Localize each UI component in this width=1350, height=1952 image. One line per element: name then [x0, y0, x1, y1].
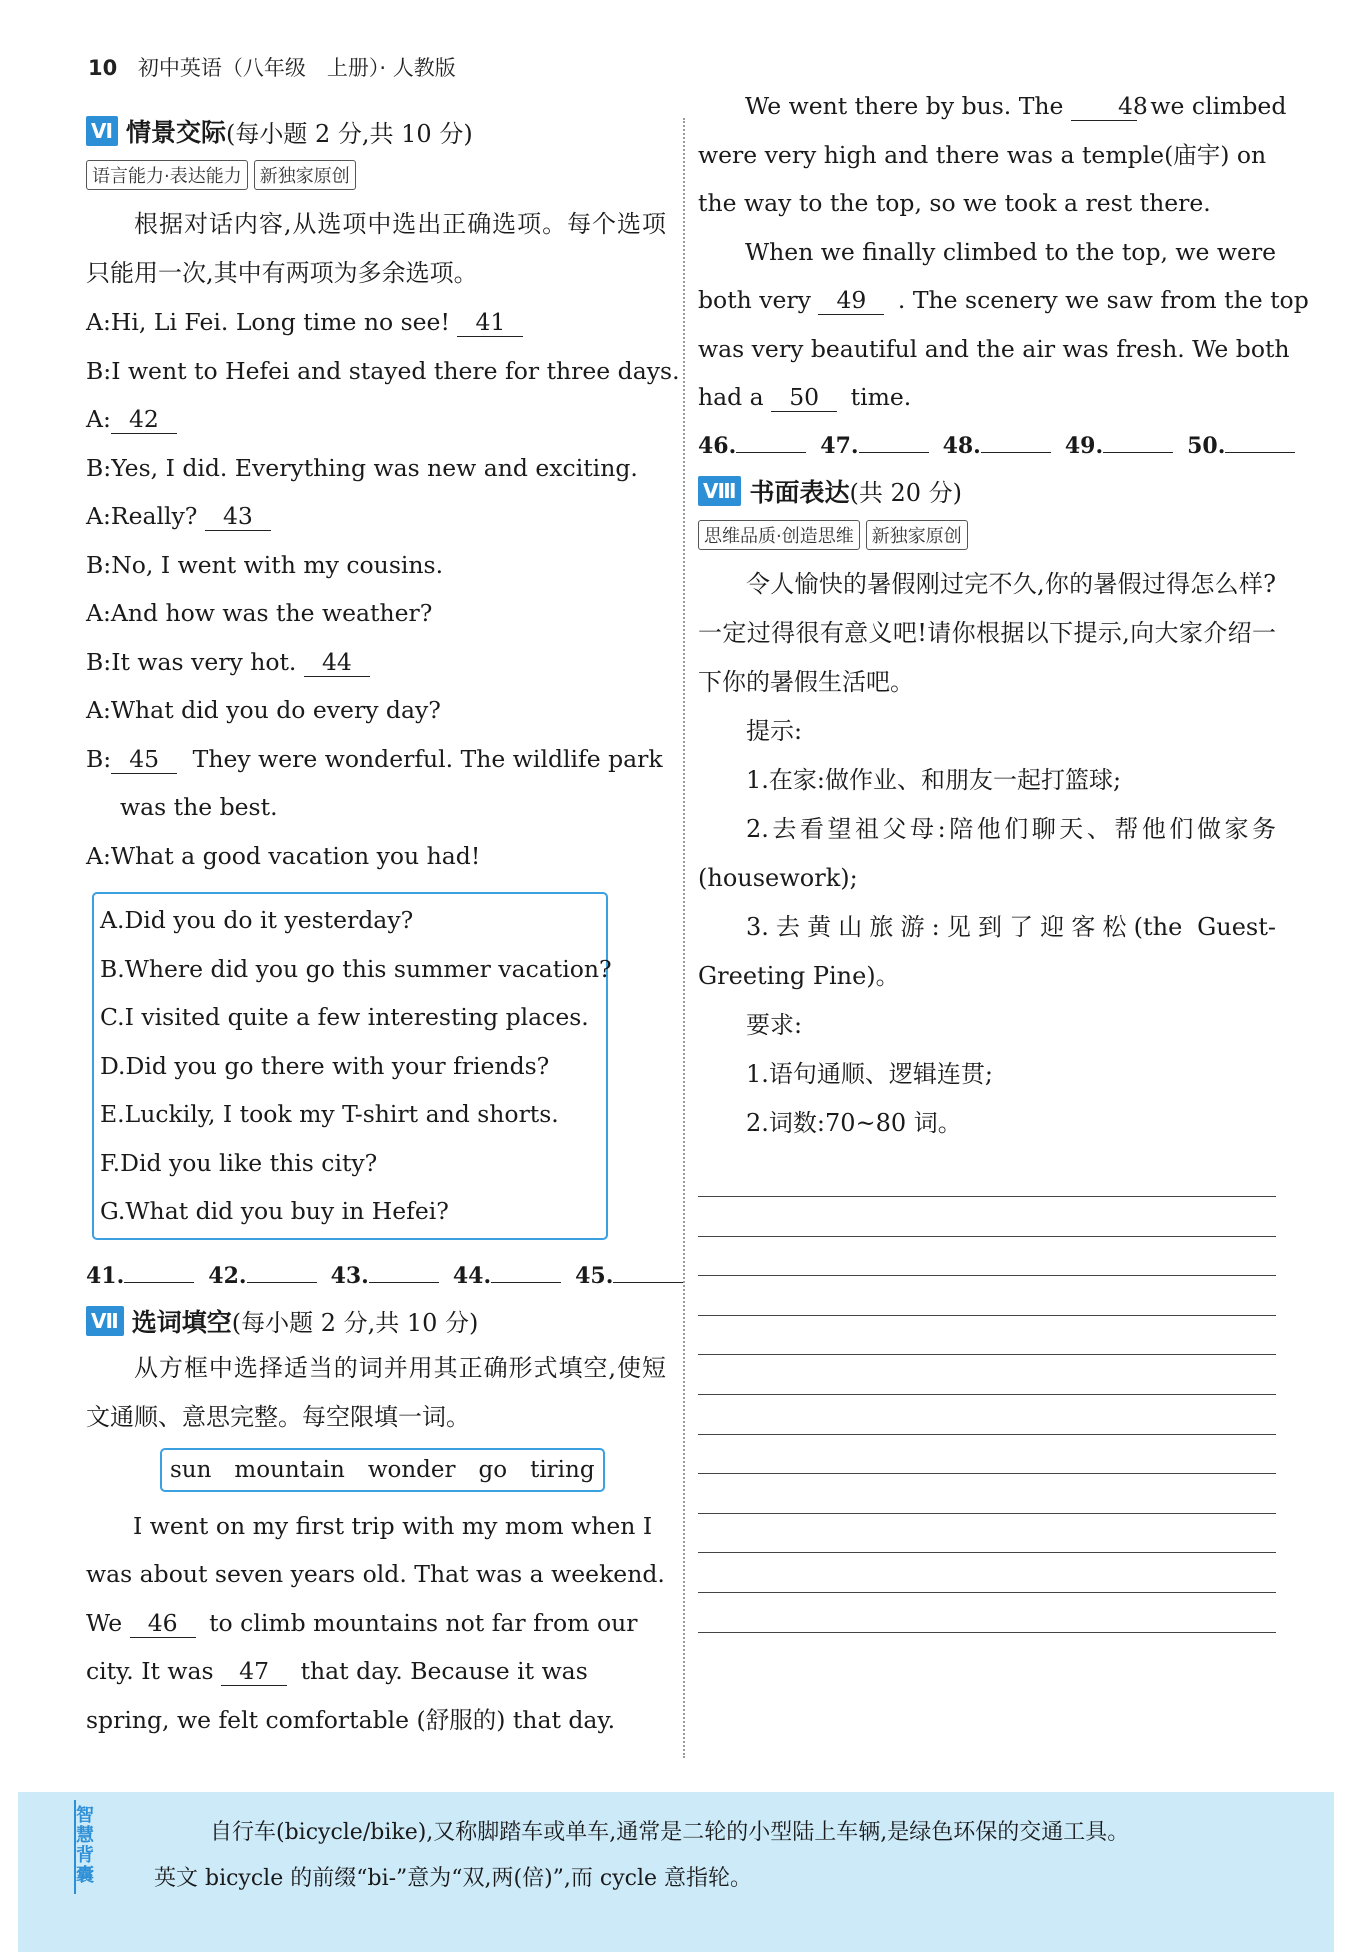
dialogue-line: [86, 347, 680, 396]
answer-line[interactable]: [1225, 434, 1295, 453]
answer-blank[interactable]: 43: [205, 502, 271, 531]
dialogue-line: [86, 735, 666, 784]
left-column: [86, 108, 680, 1744]
passage-line: [698, 276, 1309, 325]
section-instruction: 令人愉快的暑假刚过完不久,你的暑假过得怎么样?一定过得很有意义吧!请你根据以下提示,向大家介绍一下你的暑假生活吧。: [698, 569, 1276, 696]
section-6-heading: [86, 108, 666, 154]
writing-line[interactable]: [698, 1316, 1276, 1356]
section-instruction: 从方框中选择适当的词并用其正确形式填空,使短文通顺、意思完整。每空限填一词。: [86, 1353, 666, 1431]
section-number-badge: Ⅶ: [86, 1306, 124, 1336]
answer-line[interactable]: [369, 1264, 439, 1283]
requirement-item: 2.词数:70~80 词。: [746, 1108, 962, 1137]
writing-line[interactable]: [698, 1395, 1276, 1435]
dialogue-line: [86, 444, 666, 493]
passage-text: We went there by bus. The: [745, 92, 1064, 120]
answer-blank[interactable]: 45: [111, 745, 177, 774]
passage-line: [698, 325, 1290, 374]
passage-text: both very: [698, 286, 811, 314]
answer-number: 47.: [820, 432, 859, 459]
answer-line[interactable]: [247, 1264, 317, 1283]
dialogue-text: Yes, I did. Everything was new and exciting.: [111, 453, 638, 482]
hint-item: 2.去看望祖父母:陪他们聊天、帮他们做家务(housework);: [698, 814, 1276, 892]
answer-line[interactable]: [491, 1264, 561, 1283]
passage-text: was about seven years old. That was a weekend.: [86, 1560, 665, 1588]
dialogue-line: [86, 638, 666, 687]
option-item: C.I visited quite a few interesting places.: [100, 1003, 589, 1031]
answer-line[interactable]: [859, 434, 929, 453]
answer-blank[interactable]: 41: [457, 308, 523, 337]
passage-text: were very high and there was a temple(庙宇) on: [698, 140, 1267, 169]
original-tag: 新独家原创: [866, 520, 968, 550]
passage-line: [698, 179, 1276, 228]
answer-blank[interactable]: 48: [1071, 92, 1137, 121]
section-7-heading: [86, 1298, 666, 1344]
passage-line: [698, 131, 1276, 180]
passage-line: [86, 1696, 666, 1745]
passage-line: [86, 1550, 666, 1599]
answer-number: 46.: [698, 432, 737, 459]
answer-number: 50.: [1187, 432, 1226, 459]
skill-tag: 语言能力·表达能力: [86, 160, 248, 190]
dialogue-line: [86, 783, 666, 832]
dialogue-line: [86, 686, 666, 735]
tip-line: 自行车(bicycle/bike),又称脚踏车或单车,通常是二轮的小型陆上车辆,是绿色环保的交通工具。: [210, 1820, 1130, 1845]
requirement-item: 1.语句通顺、逻辑连贯;: [746, 1059, 993, 1088]
dialogue-text: I went to Hefei and stayed there for three days.: [111, 356, 680, 385]
answer-line[interactable]: [613, 1264, 683, 1283]
writing-line[interactable]: [698, 1474, 1276, 1514]
passage-text: city. It was: [86, 1657, 214, 1685]
writing-line[interactable]: [698, 1514, 1276, 1554]
dialogue-text: What a good vacation you had!: [110, 841, 481, 870]
passage: [86, 1502, 666, 1745]
tip-line: 英文 bicycle 的前缀“bi-”意为“双,两(倍)”,而 cycle 意指轮。: [154, 1866, 753, 1891]
option-item: D.Did you go there with your friends?: [100, 1051, 550, 1080]
writing-line[interactable]: [698, 1158, 1276, 1198]
passage-text: was very beautiful and the air was fresh. We both: [698, 334, 1290, 363]
right-column: [698, 82, 1309, 1633]
skill-tags: [86, 160, 666, 190]
passage-text: I went on my first trip with my mom when I: [133, 1511, 653, 1540]
dialogue-line: [86, 298, 666, 347]
hint-label: 提示:: [746, 716, 803, 745]
speaker-label: B:: [86, 647, 112, 676]
speaker-label: A:: [86, 599, 111, 627]
passage-text: to climb mountains not far from our: [201, 1608, 638, 1637]
dialogue-line: [86, 832, 666, 881]
writing-line[interactable]: [698, 1276, 1276, 1316]
speaker-label: A:: [86, 308, 111, 336]
dialogue-line: [86, 492, 666, 541]
option-item: G.What did you buy in Hefei?: [100, 1197, 449, 1225]
section-score: (每小题 2 分,共 10 分): [226, 119, 473, 148]
options-box: [92, 892, 612, 1240]
answer-number: 44.: [452, 1262, 492, 1289]
passage-continued: [698, 82, 1309, 422]
writing-line[interactable]: [698, 1593, 1276, 1633]
passage-text: spring, we felt comfortable (舒服的) that day.: [86, 1705, 616, 1734]
answer-line[interactable]: [1103, 434, 1173, 453]
book-title: 初中英语（八年级 上册）· 人教版: [137, 56, 456, 80]
passage-text: had a: [698, 383, 764, 411]
answer-line[interactable]: [124, 1264, 194, 1283]
dialogue-line: [86, 541, 666, 590]
answer-number: 48.: [942, 432, 981, 459]
writing-line[interactable]: [698, 1237, 1276, 1277]
speaker-label: B:: [86, 744, 112, 773]
dialogue-text: And how was the weather?: [110, 599, 433, 627]
passage-text: the way to the top, so we took a rest there.: [698, 189, 1211, 217]
writing-line[interactable]: [698, 1553, 1276, 1593]
passage-text: . The scenery we saw from the top: [890, 286, 1309, 314]
option-item: E.Luckily, I took my T-shirt and shorts.: [100, 1100, 559, 1128]
answer-row: [698, 424, 1276, 468]
tip-badge: 智慧背囊: [76, 1805, 94, 1886]
answer-blank[interactable]: 42: [111, 405, 177, 434]
answer-blank[interactable]: 44: [304, 648, 370, 677]
passage-line: [86, 1647, 666, 1696]
column-divider: [683, 118, 685, 1758]
answer-blank[interactable]: 47: [221, 1657, 287, 1686]
writing-area[interactable]: [698, 1158, 1276, 1633]
page-header: [88, 52, 456, 82]
speaker-label: A:: [86, 696, 111, 724]
writing-line[interactable]: [698, 1355, 1276, 1395]
page-number: 10: [88, 56, 118, 80]
section-score: (每小题 2 分,共 10 分): [231, 1309, 479, 1337]
answer-number: 49.: [1064, 432, 1104, 459]
passage-text: we climbed: [1142, 92, 1287, 120]
answer-blank[interactable]: 49: [818, 286, 884, 315]
dialogue-line: [86, 395, 666, 444]
dialogue-text: No, I went with my cousins.: [111, 550, 444, 579]
speaker-label: A:: [86, 502, 111, 530]
section-number-badge: Ⅵ: [86, 116, 118, 146]
answer-line[interactable]: [736, 434, 806, 453]
skill-tags: [698, 520, 1276, 550]
passage-text: When we finally climbed to the top, we were: [745, 237, 1277, 266]
passage-text: We: [86, 1608, 123, 1637]
speaker-label: B:: [86, 550, 112, 579]
passage-line: [698, 228, 1276, 277]
hint-item: 3.去黄山旅游:见到了迎客松(the Guest-Greeting Pine)。: [698, 912, 1276, 990]
answer-number: 42.: [208, 1262, 247, 1289]
dialogue-line: [86, 589, 666, 638]
passage-line: [698, 82, 1287, 131]
dialogue-text: It was very hot.: [111, 647, 297, 676]
speaker-label: B:: [86, 356, 112, 385]
option-item: F.Did you like this city?: [100, 1148, 378, 1177]
original-tag: 新独家原创: [254, 160, 356, 190]
dialogue-text: Really?: [110, 502, 198, 530]
passage-text: that day. Because it was: [293, 1657, 588, 1685]
writing-line[interactable]: [698, 1197, 1276, 1237]
dialogue-text: They were wonderful. The wildlife park: [185, 744, 663, 773]
answer-number: 41.: [86, 1262, 125, 1289]
section-number-badge: Ⅷ: [698, 476, 741, 506]
section-instruction: 根据对话内容,从选项中选出正确选项。每个选项只能用一次,其中有两项为多余选项。: [86, 210, 666, 287]
answer-number: 43.: [330, 1262, 369, 1289]
passage-line: [86, 1599, 666, 1648]
option-item: A.Did you do it yesterday?: [100, 906, 414, 934]
writing-line[interactable]: [698, 1435, 1276, 1475]
section-score: (共 20 分): [849, 479, 962, 507]
dialogue-text: was the best.: [120, 793, 278, 821]
passage-line: [86, 1502, 666, 1551]
speaker-label: A:: [86, 405, 111, 433]
passage-line: [698, 373, 1276, 422]
requirement-label: 要求:: [746, 1010, 803, 1039]
word-bank: sun mountain wonder go tiring: [160, 1448, 605, 1492]
section-title: 选词填空: [131, 1307, 232, 1337]
hint-item: 1.在家:做作业、和朋友一起打篮球;: [746, 765, 1122, 794]
answer-number: 45.: [575, 1262, 614, 1289]
speaker-label: B:: [86, 453, 112, 482]
dialogue-text: What did you do every day?: [110, 696, 441, 724]
answer-blank[interactable]: 46: [130, 1609, 196, 1638]
section-title: 情景交际: [125, 118, 226, 147]
option-item: B.Where did you go this summer vacation?: [100, 954, 612, 983]
tip-text: [154, 1810, 1290, 1902]
speaker-label: A:: [86, 841, 111, 870]
section-8-heading: [698, 468, 1276, 514]
answer-row: [86, 1254, 666, 1298]
answer-blank[interactable]: 50: [771, 383, 837, 412]
section-title: 书面表达: [749, 477, 850, 507]
dialogue-text: Hi, Li Fei. Long time no see!: [110, 308, 450, 336]
dialogue: [86, 298, 680, 880]
passage-text: time.: [843, 383, 912, 411]
answer-line[interactable]: [981, 434, 1051, 453]
skill-tag: 思维品质·创造思维: [698, 520, 860, 550]
